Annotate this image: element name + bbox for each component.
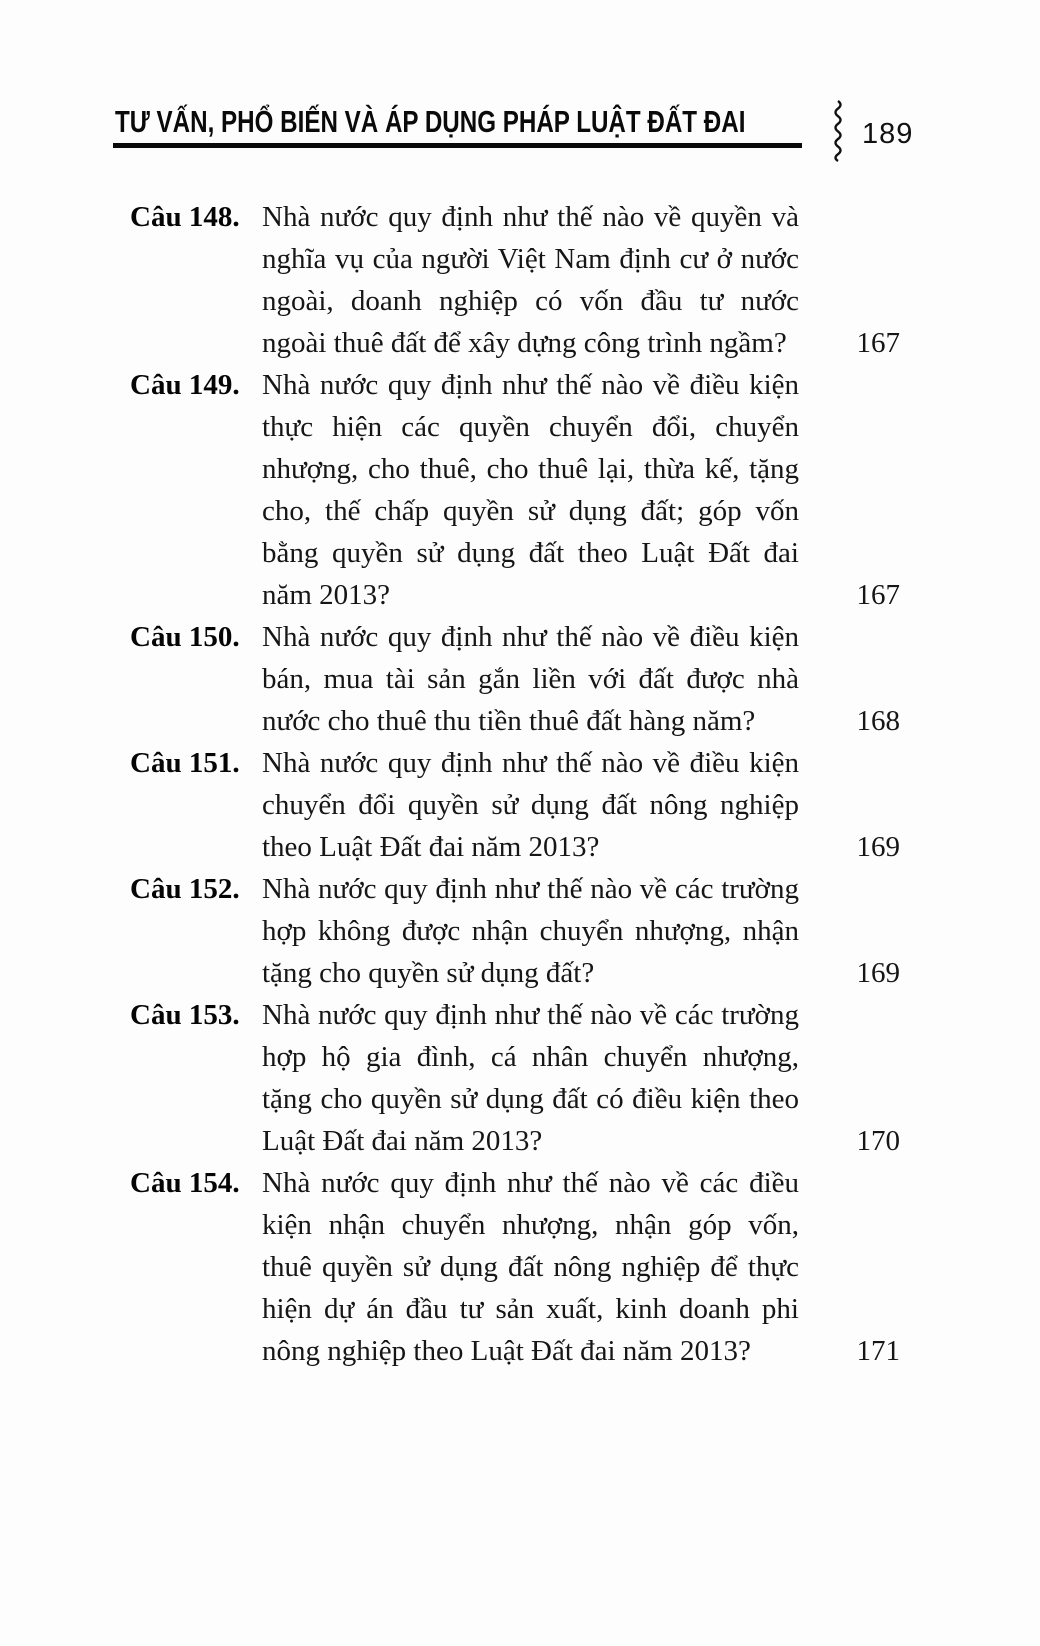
toc-entry-page: 168 (856, 705, 900, 737)
toc-entry (130, 742, 900, 868)
toc-entry-text: Nhà nước quy định như thế nào về quyền và nghĩa vụ của người Việt Nam định cư ở nước ngoài, doanh nghiệp có vốn đầu tư nước ngoài thuê đất để xây dựng công trình ngầm? (262, 201, 799, 359)
toc-entry (130, 196, 900, 364)
toc-entry-page: 171 (856, 1335, 900, 1367)
toc-entry-text: Nhà nước quy định như thế nào về các điều kiện nhận chuyển nhượng, nhận góp vốn, thuê quyền sử dụng đất nông nghiệp để thực hiện dự án đầu tư sản xuất, kinh doanh phi nông nghiệp theo Luật Đất đai năm 2013? (262, 1167, 799, 1367)
toc-entry-text: Nhà nước quy định như thế nào về các trường hợp hộ gia đình, cá nhân chuyển nhượng, tặng cho quyền sử dụng đất có điều kiện theo Luật Đất đai năm 2013? (262, 999, 799, 1157)
toc-entry-text: Nhà nước quy định như thế nào về các trường hợp không được nhận chuyển nhượng, nhận tặng cho quyền sử dụng đất? (262, 873, 799, 989)
toc-entry-label: Câu 153. (130, 999, 240, 1031)
toc-entry-page: 167 (856, 327, 900, 359)
toc-entry (130, 994, 900, 1162)
header-page-number: 189 (862, 118, 914, 150)
toc-entry-text: Nhà nước quy định như thế nào về điều kiện chuyển đổi quyền sử dụng đất nông nghiệp theo Luật Đất đai năm 2013? (262, 747, 799, 863)
toc-entry-page: 169 (856, 957, 900, 989)
toc-entry-label: Câu 150. (130, 621, 240, 653)
toc-entry (130, 1162, 900, 1372)
toc-entry (130, 616, 900, 742)
toc-entry-label: Câu 148. (130, 201, 240, 233)
toc-entry (130, 868, 900, 994)
toc-entry-text: Nhà nước quy định như thế nào về điều kiện bán, mua tài sản gắn liền với đất được nhà nước cho thuê thu tiền thuê đất hàng năm? (262, 621, 799, 737)
running-head-title: TƯ VẤN, PHỔ BIẾN VÀ ÁP DỤNG PHÁP LUẬT ĐẤT ĐAI (115, 104, 746, 139)
toc-entry-page: 167 (856, 579, 900, 611)
toc-entry-label: Câu 149. (130, 369, 240, 401)
header-rule (113, 143, 802, 148)
toc-entry (130, 364, 900, 616)
toc-entry-page: 169 (856, 831, 900, 863)
toc-entry-label: Câu 152. (130, 873, 240, 905)
squiggle-ornament-icon (833, 100, 843, 162)
toc-entry-page: 170 (856, 1125, 900, 1157)
toc-list (130, 196, 900, 1372)
toc-entry-label: Câu 151. (130, 747, 240, 779)
toc-entry-label: Câu 154. (130, 1167, 240, 1199)
toc-entry-text: Nhà nước quy định như thế nào về điều kiện thực hiện các quyền chuyển đổi, chuyển nhượng, cho thuê, cho thuê lại, thừa kế, tặng cho, thế chấp quyền sử dụng đất; góp vốn bằng quyền sử dụng đất theo Luật Đất đai năm 2013? (262, 369, 799, 611)
